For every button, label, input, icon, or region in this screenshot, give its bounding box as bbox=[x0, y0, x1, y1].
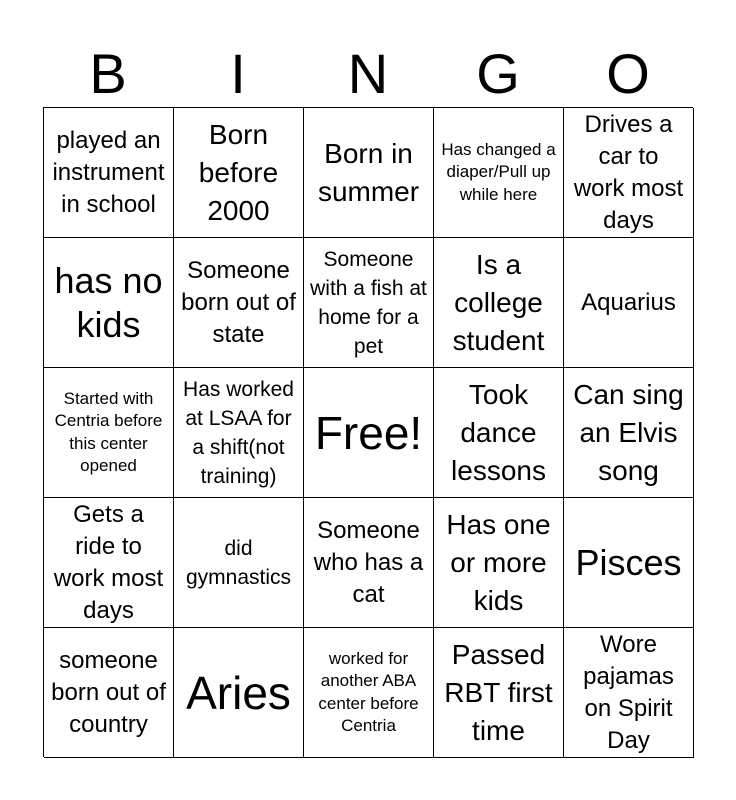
bingo-cell[interactable] bbox=[564, 238, 694, 368]
cell-text: Aries bbox=[186, 666, 291, 719]
bingo-cell[interactable] bbox=[434, 628, 564, 758]
bingo-cell[interactable] bbox=[44, 368, 174, 498]
bingo-cell[interactable] bbox=[174, 108, 304, 238]
bingo-cell[interactable] bbox=[434, 368, 564, 498]
cell-text: Born in summer bbox=[317, 137, 420, 207]
cell-text: Drives a car to work most days bbox=[573, 110, 684, 234]
cell-text: Aquarius bbox=[581, 288, 676, 316]
bingo-cell[interactable] bbox=[304, 238, 434, 368]
bingo-cell[interactable] bbox=[44, 108, 174, 238]
header-letter-b: B bbox=[89, 42, 127, 105]
bingo-cell[interactable] bbox=[174, 498, 304, 628]
cell-text: did gymnastics bbox=[185, 536, 292, 589]
header-letter-o: O bbox=[606, 42, 650, 105]
cell-text: Someone born out of state bbox=[181, 256, 296, 348]
cell-text: someone born out of country bbox=[51, 646, 166, 738]
bingo-header bbox=[43, 40, 693, 108]
cell-text: Took dance lessons bbox=[451, 378, 546, 486]
bingo-cell[interactable] bbox=[564, 628, 694, 758]
bingo-cell[interactable] bbox=[174, 238, 304, 368]
cell-text: Wore pajamas on Spirit Day bbox=[583, 630, 674, 754]
cell-text: Is a college student bbox=[452, 248, 545, 356]
bingo-cell[interactable] bbox=[174, 628, 304, 758]
header-letter-n: N bbox=[347, 42, 389, 105]
cell-text: Has changed a diaper/Pull up while here bbox=[441, 139, 556, 204]
bingo-cell[interactable] bbox=[434, 498, 564, 628]
bingo-cell[interactable] bbox=[304, 628, 434, 758]
bingo-cell[interactable] bbox=[434, 238, 564, 368]
cell-text: Born before 2000 bbox=[198, 118, 279, 226]
cell-text: Started with Centria before this center opened bbox=[54, 388, 163, 475]
bingo-cell[interactable] bbox=[174, 368, 304, 498]
header-letter-i: I bbox=[230, 42, 246, 105]
bingo-cell[interactable] bbox=[564, 108, 694, 238]
cell-text: Someone with a fish at home for a pet bbox=[310, 247, 427, 358]
header-letter-g: G bbox=[476, 42, 520, 105]
cell-text: Someone who has a cat bbox=[313, 516, 424, 608]
bingo-cell[interactable] bbox=[304, 498, 434, 628]
cell-text: Has one or more kids bbox=[446, 508, 551, 616]
bingo-cell[interactable] bbox=[44, 628, 174, 758]
cell-text: Can sing an Elvis song bbox=[573, 378, 684, 486]
cell-text: has no kids bbox=[54, 259, 163, 345]
bingo-cell[interactable] bbox=[564, 498, 694, 628]
bingo-cell-free[interactable] bbox=[304, 368, 434, 498]
bingo-cell[interactable] bbox=[44, 498, 174, 628]
cell-text: Gets a ride to work most days bbox=[53, 500, 164, 624]
cell-text: Has worked at LSAA for a shift(not training) bbox=[183, 377, 294, 488]
cell-text: Pisces bbox=[575, 541, 682, 583]
bingo-card bbox=[43, 107, 693, 757]
cell-text: Passed RBT first time bbox=[444, 638, 553, 746]
cell-text: worked for another ABA center before Centria bbox=[318, 648, 419, 735]
cell-text: played an instrument in school bbox=[52, 126, 165, 218]
free-space-text: Free! bbox=[314, 406, 423, 459]
bingo-cell[interactable] bbox=[44, 238, 174, 368]
bingo-cell[interactable] bbox=[564, 368, 694, 498]
bingo-cell[interactable] bbox=[304, 108, 434, 238]
bingo-cell[interactable] bbox=[434, 108, 564, 238]
